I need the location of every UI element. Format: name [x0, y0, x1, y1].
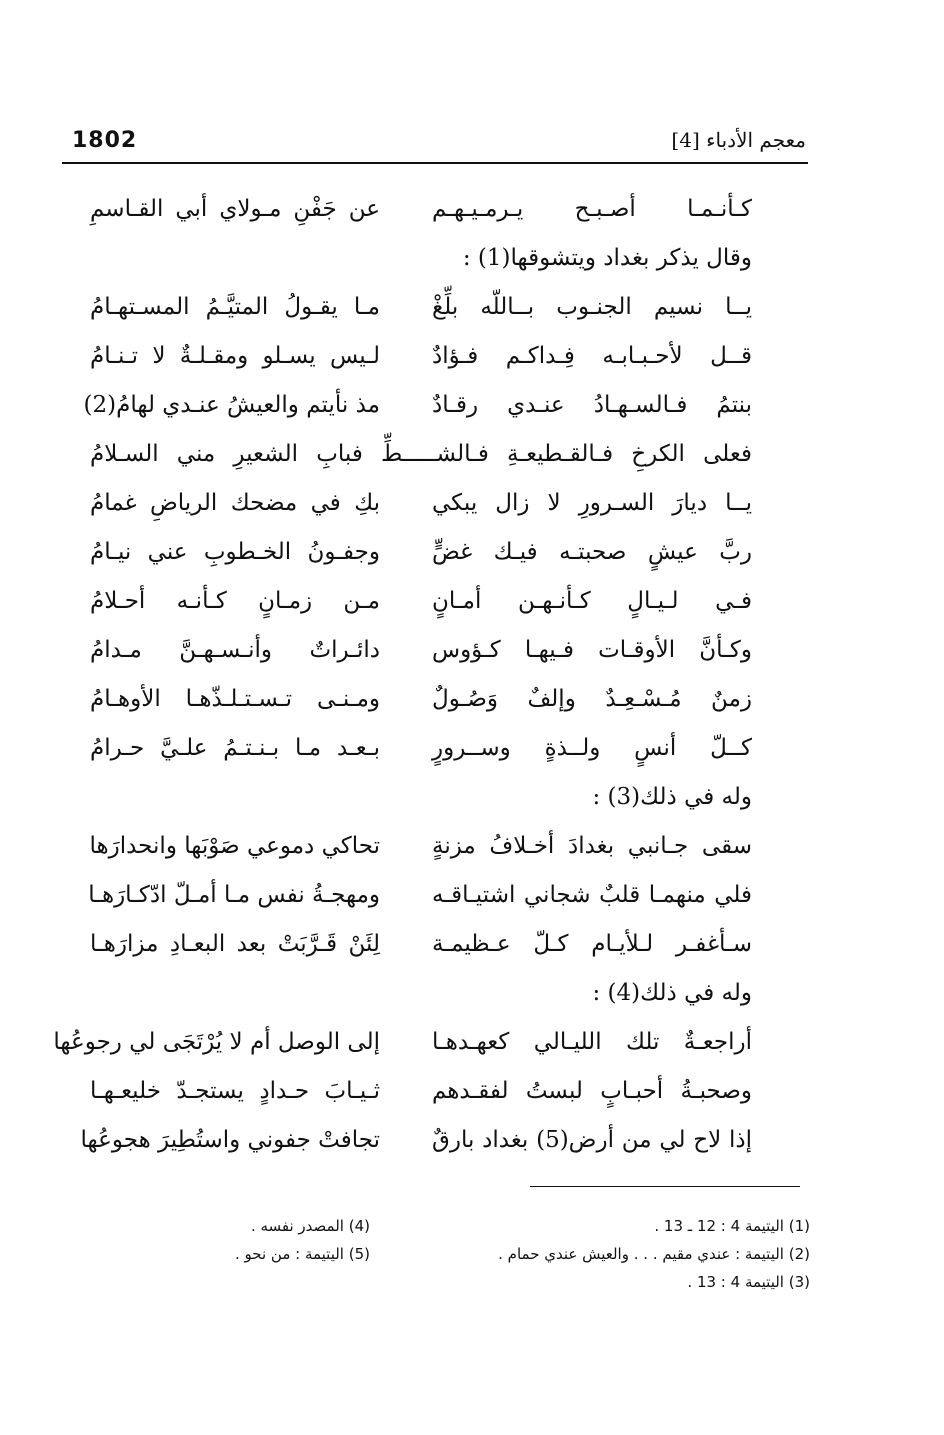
- verse-second-hemistich: بـعـد مـا بـنـتـمُ علـيَّ حـرامُ: [90, 735, 380, 761]
- prose-text: وقال يذكر بغداد ويتشوقها(1) :: [462, 245, 752, 271]
- verse-full-line: فعلى الكرخِ فـالقـطيعـةِ فـالشـــــطِّ فبابِ الشعيرِ مني السـلامُ: [90, 441, 752, 467]
- verse-line: [90, 876, 752, 925]
- running-title: معجم الأدباء [4]: [671, 128, 806, 152]
- verse-line: [90, 582, 752, 631]
- page-header: [60, 120, 806, 160]
- footnote: (3) اليتيمة 4 : 13 .: [687, 1273, 810, 1291]
- verse-line: [90, 729, 752, 778]
- prose-text: وله في ذلك(3) :: [592, 784, 752, 810]
- footnote: (5) اليتيمة : من نحو .: [234, 1245, 370, 1263]
- verse-second-hemistich: وجفـونُ الخـطوبِ عني نيـامُ: [90, 539, 380, 565]
- verse-first-hemistich: سقى جـانبي بغدادَ أخـلافُ مزنةٍ: [432, 833, 752, 859]
- verse-line: [90, 631, 752, 680]
- prose-line: [90, 974, 752, 1023]
- verse-line: [90, 288, 752, 337]
- verse-line: [90, 190, 752, 239]
- verse-first-hemistich: وكـأنَّ الأوقـات فـيهـا كـؤوس: [432, 637, 752, 663]
- header-rule: [62, 162, 808, 164]
- verse-line: [90, 484, 752, 533]
- verse-first-hemistich: كـأنـمـا أصـبـح يـرمـيـهـم: [432, 196, 752, 222]
- verse-first-hemistich: يــا نسيم الجنـوب بــاللّه بلِّغْ: [432, 294, 752, 320]
- footnote: (1) اليتيمة 4 : 12 ـ 13 .: [654, 1217, 810, 1235]
- footnotes-left-column: [120, 1212, 370, 1268]
- verse-second-hemistich: مذ نأيتم والعيشُ عنـدي لهامُ(2): [83, 392, 380, 418]
- footnote: (4) المصدر نفسه .: [250, 1217, 370, 1235]
- verse-line: [90, 435, 752, 484]
- verse-first-hemistich: قــل لأحـبـابـه فِـداكـم فـؤادٌ: [432, 343, 752, 369]
- verse-line: [90, 337, 752, 386]
- verse-line: [53, 1023, 752, 1072]
- verse-line: [83, 386, 752, 435]
- verse-first-hemistich: ربَّ عيشٍ صحبتـه فيـك غضٍّ: [432, 539, 752, 565]
- verse-line: [90, 1072, 752, 1121]
- verse-first-hemistich: زمنٌ مُـسْـعِـدٌ وإلفٌ وَصُـولٌ: [432, 686, 752, 712]
- footnote: (2) اليتيمة : عندي مقيم . . . والعيش عندي حمام .: [498, 1245, 810, 1263]
- verse-second-hemistich: مـا يقـولُ المتيَّـمُ المسـتهـامُ: [90, 294, 380, 320]
- verse-second-hemistich: تحاكي دموعي صَوْبَها وانحدارَها: [89, 833, 380, 859]
- verse-second-hemistich: إلى الوصل أم لا يُرْتَجَى لي رجوعُها: [53, 1029, 380, 1055]
- verse-second-hemistich: بكِ في مضحك الرياضِ غمامُ: [90, 490, 380, 516]
- verse-first-hemistich: فـي لـيـالٍ كـأنـهـن أمـانٍ: [432, 588, 752, 614]
- verse-first-hemistich: يــا ديارَ السـرورِ لا زال يبكي: [432, 490, 752, 516]
- verse-second-hemistich: ومهجـةُ نفس مـا أمـلّ ادّكـارَهـا: [88, 882, 380, 908]
- verse-second-hemistich: عن جَفْنِ مـولاي أبي القـاسمِ: [90, 196, 380, 222]
- verse-first-hemistich: أراجعـةٌ تلك الليـالي كعهـدهـا: [432, 1029, 752, 1055]
- verse-first-hemistich: فلي منهمـا قلبٌ شجاني اشتيـاقـه: [432, 882, 752, 908]
- verse-line: [80, 1121, 752, 1170]
- verse-first-hemistich: كــلّ أنسٍ ولــذةٍ وســرورٍ: [432, 735, 752, 761]
- verse-second-hemistich: لِئَنْ قَـرَّبَتْ بعد البعـادِ مزارَهـا: [90, 931, 380, 957]
- verse-line: [90, 925, 752, 974]
- page-number: 1802: [72, 128, 138, 153]
- verse-line: [90, 533, 752, 582]
- verse-first-hemistich: وصحبـةُ أحبـابٍ لبستُ لفقـدهم: [432, 1078, 752, 1104]
- verse-first-hemistich: بنتمُ فـالسـهـادُ عنـدي رقـادٌ: [432, 392, 752, 418]
- verse-second-hemistich: لـيس يسـلو ومقـلـةٌ لا تـنـامُ: [90, 343, 380, 369]
- verse-line: [90, 680, 752, 729]
- verse-first-hemistich: إذا لاح لي من أرض(5) بغداد بارقٌ: [432, 1127, 752, 1153]
- footnote-rule: [530, 1186, 800, 1187]
- verse-second-hemistich: تجافتْ جفوني واستُطِيرَ هجوعُها: [80, 1127, 380, 1153]
- verse-second-hemistich: ومـنـى تـسـتـلـذّهـا الأوهـامُ: [90, 686, 380, 712]
- verse-second-hemistich: ثـيـابَ حـدادٍ يستجـدّ خليعـهـا: [90, 1078, 380, 1104]
- verse-second-hemistich: مـن زمـانٍ كـأنـه أحـلامُ: [90, 588, 380, 614]
- verse-first-hemistich: سـأغفـر لـلأيـام كـلّ عـظيمـة: [432, 931, 752, 957]
- verse-second-hemistich: دائـراتٌ وأنـسـهـنَّ مـدامُ: [90, 637, 380, 663]
- prose-text: وله في ذلك(4) :: [592, 980, 752, 1006]
- footnotes-right-column: [410, 1212, 810, 1296]
- verse-line: [90, 827, 752, 876]
- poem-body: [53, 190, 752, 1170]
- prose-line: [90, 239, 752, 288]
- prose-line: [90, 778, 752, 827]
